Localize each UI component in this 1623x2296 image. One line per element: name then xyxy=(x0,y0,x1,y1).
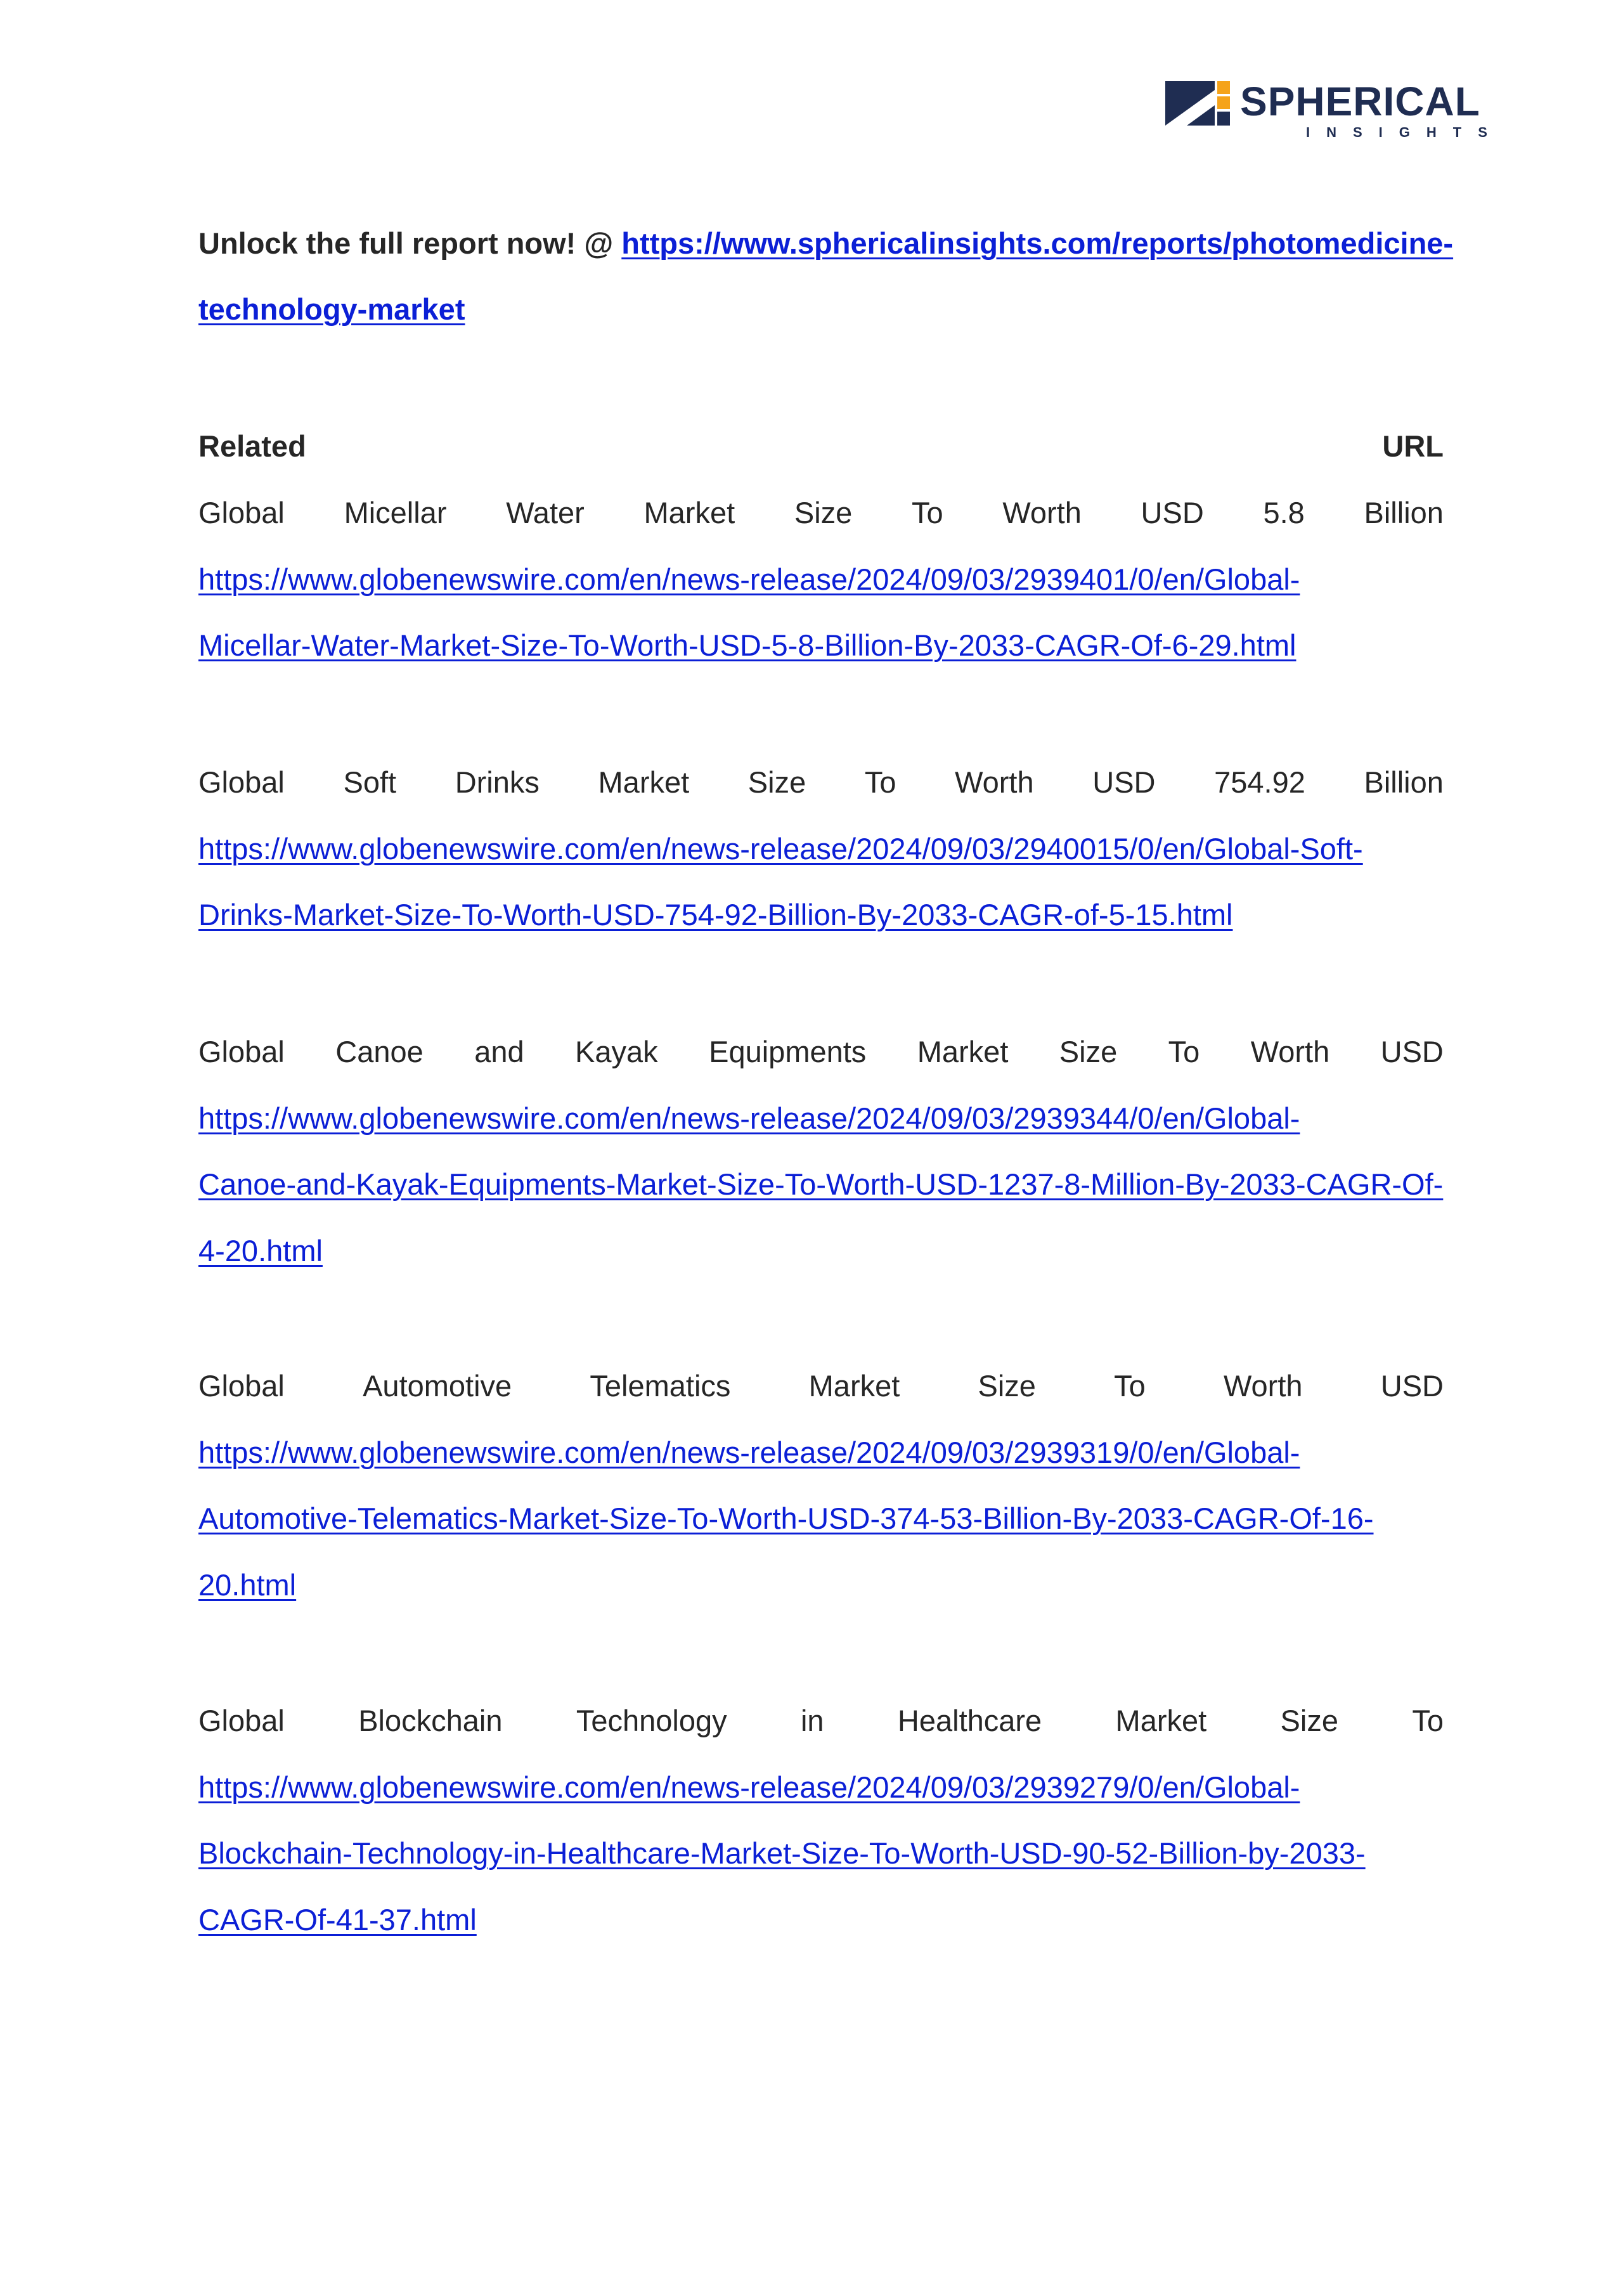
cta-line-2 xyxy=(198,293,1444,326)
entry-url-line xyxy=(198,898,1444,931)
spherical-insights-logo-icon xyxy=(1165,81,1230,126)
entry-url-link[interactable]: Micellar-Water-Market-Size-To-Worth-USD-5-8-Billion-By-2033-CAGR-Of-6-29.html xyxy=(198,628,1296,662)
entry-title-word: Size xyxy=(1059,1035,1118,1068)
entry-url-line xyxy=(198,1502,1444,1535)
entry-title-word: To xyxy=(1168,1035,1200,1068)
entry-title-word: Global xyxy=(198,765,285,799)
entry-title-word: USD xyxy=(1380,1035,1444,1068)
entry-title xyxy=(198,766,1444,799)
entry-title-word: To xyxy=(911,496,943,529)
entry-title-word: Worth xyxy=(1250,1035,1330,1068)
entry-title-word: Market xyxy=(808,1369,900,1403)
entry-url-link[interactable]: Drinks-Market-Size-To-Worth-USD-754-92-Billion-By-2033-CAGR-of-5-15.html xyxy=(198,898,1233,931)
entry-url-line xyxy=(198,1837,1444,1870)
cta-line-1 xyxy=(198,226,1454,260)
entry-title xyxy=(198,1704,1444,1737)
entry-title-word: Drinks xyxy=(455,765,540,799)
entry-url-line xyxy=(198,1904,1444,1936)
entry-url-link[interactable]: Automotive-Telematics-Market-Size-To-Worth-USD-374-53-Billion-By-2033-CAGR-Of-16- xyxy=(198,1501,1374,1535)
entry-title-word: To xyxy=(1114,1369,1146,1403)
entry-title-word: Kayak xyxy=(575,1035,658,1068)
entry-url-line xyxy=(198,629,1444,662)
entry-title-word: Global xyxy=(198,1704,285,1737)
logo-subtext: INSIGHTS xyxy=(1306,124,1504,140)
entry-title-word: Soft xyxy=(343,765,397,799)
entry-url-line xyxy=(198,1569,1444,1602)
entry-url-link[interactable]: 4-20.html xyxy=(198,1233,323,1268)
entry-url-line xyxy=(198,1102,1444,1135)
related-header xyxy=(198,430,1444,463)
entry-title-word: Worth xyxy=(1224,1369,1303,1403)
entry-url-link[interactable]: Canoe-and-Kayak-Equipments-Market-Size-To-Worth-USD-1237-8-Million-By-2033-CAGR-Of- xyxy=(198,1167,1444,1201)
entry-title-word: Size xyxy=(794,496,853,529)
entry-title-word: in xyxy=(800,1704,824,1737)
entry-title-word: Size xyxy=(1280,1704,1338,1737)
entry-title-word: Global xyxy=(198,1035,285,1068)
entry-title xyxy=(198,1035,1444,1068)
entry-title xyxy=(198,496,1444,529)
entry-title-word: Market xyxy=(598,765,690,799)
url-label: URL xyxy=(1382,429,1444,463)
entry-title-word: USD xyxy=(1141,496,1204,529)
cta-prefix: Unlock the full report now! @ xyxy=(198,226,622,260)
entry-title-word: Equipments xyxy=(709,1035,867,1068)
entry-title-word: Technology xyxy=(576,1704,727,1737)
entry-url-link[interactable]: https://www.globenewswire.com/en/news-release/2024/09/03/2940015/0/en/Global-Soft- xyxy=(198,831,1363,866)
entry-url-link[interactable]: https://www.globenewswire.com/en/news-release/2024/09/03/2939279/0/en/Global- xyxy=(198,1770,1300,1804)
entry-title-word: USD xyxy=(1092,765,1156,799)
entry-url-line xyxy=(198,1771,1444,1804)
entry-url-link[interactable]: https://www.globenewswire.com/en/news-release/2024/09/03/2939319/0/en/Global- xyxy=(198,1435,1300,1469)
logo xyxy=(1165,79,1504,140)
related-label: Related xyxy=(198,429,306,463)
entry-url-link[interactable]: Blockchain-Technology-in-Healthcare-Market-Size-To-Worth-USD-90-52-Billion-by-2033- xyxy=(198,1836,1366,1870)
entry-title-word: Market xyxy=(917,1035,1009,1068)
entry-title-word: Worth xyxy=(1002,496,1082,529)
entry-title-word: Automotive xyxy=(363,1369,512,1403)
entry-title-word: Healthcare xyxy=(897,1704,1042,1737)
report-link-continued[interactable]: technology-market xyxy=(198,292,465,326)
entry-title-word: Global xyxy=(198,496,285,529)
entry-title-word: 5.8 xyxy=(1263,496,1305,529)
entry-url-line xyxy=(198,1235,1444,1268)
entry-title-word: Market xyxy=(643,496,735,529)
entry-title-word: and xyxy=(474,1035,524,1068)
entry-url-link[interactable]: CAGR-Of-41-37.html xyxy=(198,1902,477,1936)
entry-title-word: Canoe xyxy=(335,1035,424,1068)
entry-url-link[interactable]: 20.html xyxy=(198,1567,297,1602)
logo-text: SPHERICAL xyxy=(1240,79,1480,124)
entry-title-word: Global xyxy=(198,1369,285,1403)
entry-title-word: Billion xyxy=(1364,765,1444,799)
entry-title-word: Blockchain xyxy=(358,1704,503,1737)
entry-title xyxy=(198,1370,1444,1403)
entry-title-word: Worth xyxy=(955,765,1034,799)
entry-title-word: Size xyxy=(747,765,806,799)
entry-title-word: USD xyxy=(1380,1369,1444,1403)
entry-url-line xyxy=(198,1168,1444,1201)
entry-url-link[interactable]: https://www.globenewswire.com/en/news-release/2024/09/03/2939344/0/en/Global- xyxy=(198,1101,1300,1135)
entry-title-word: Telematics xyxy=(590,1369,731,1403)
entry-title-word: Market xyxy=(1115,1704,1207,1737)
entry-url-line xyxy=(198,563,1444,596)
entry-url-line xyxy=(198,833,1444,866)
report-link[interactable]: https://www.sphericalinsights.com/reports/photomedicine- xyxy=(621,226,1454,260)
entry-url-link[interactable]: https://www.globenewswire.com/en/news-release/2024/09/03/2939401/0/en/Global- xyxy=(198,562,1300,596)
entry-title-word: Water xyxy=(506,496,585,529)
entry-title-word: 754.92 xyxy=(1214,765,1305,799)
entry-title-word: To xyxy=(864,765,896,799)
entry-title-word: Billion xyxy=(1364,496,1444,529)
entry-title-word: Size xyxy=(978,1369,1036,1403)
entry-url-line xyxy=(198,1436,1444,1469)
entry-title-word: Micellar xyxy=(344,496,447,529)
entry-title-word: To xyxy=(1412,1704,1444,1737)
